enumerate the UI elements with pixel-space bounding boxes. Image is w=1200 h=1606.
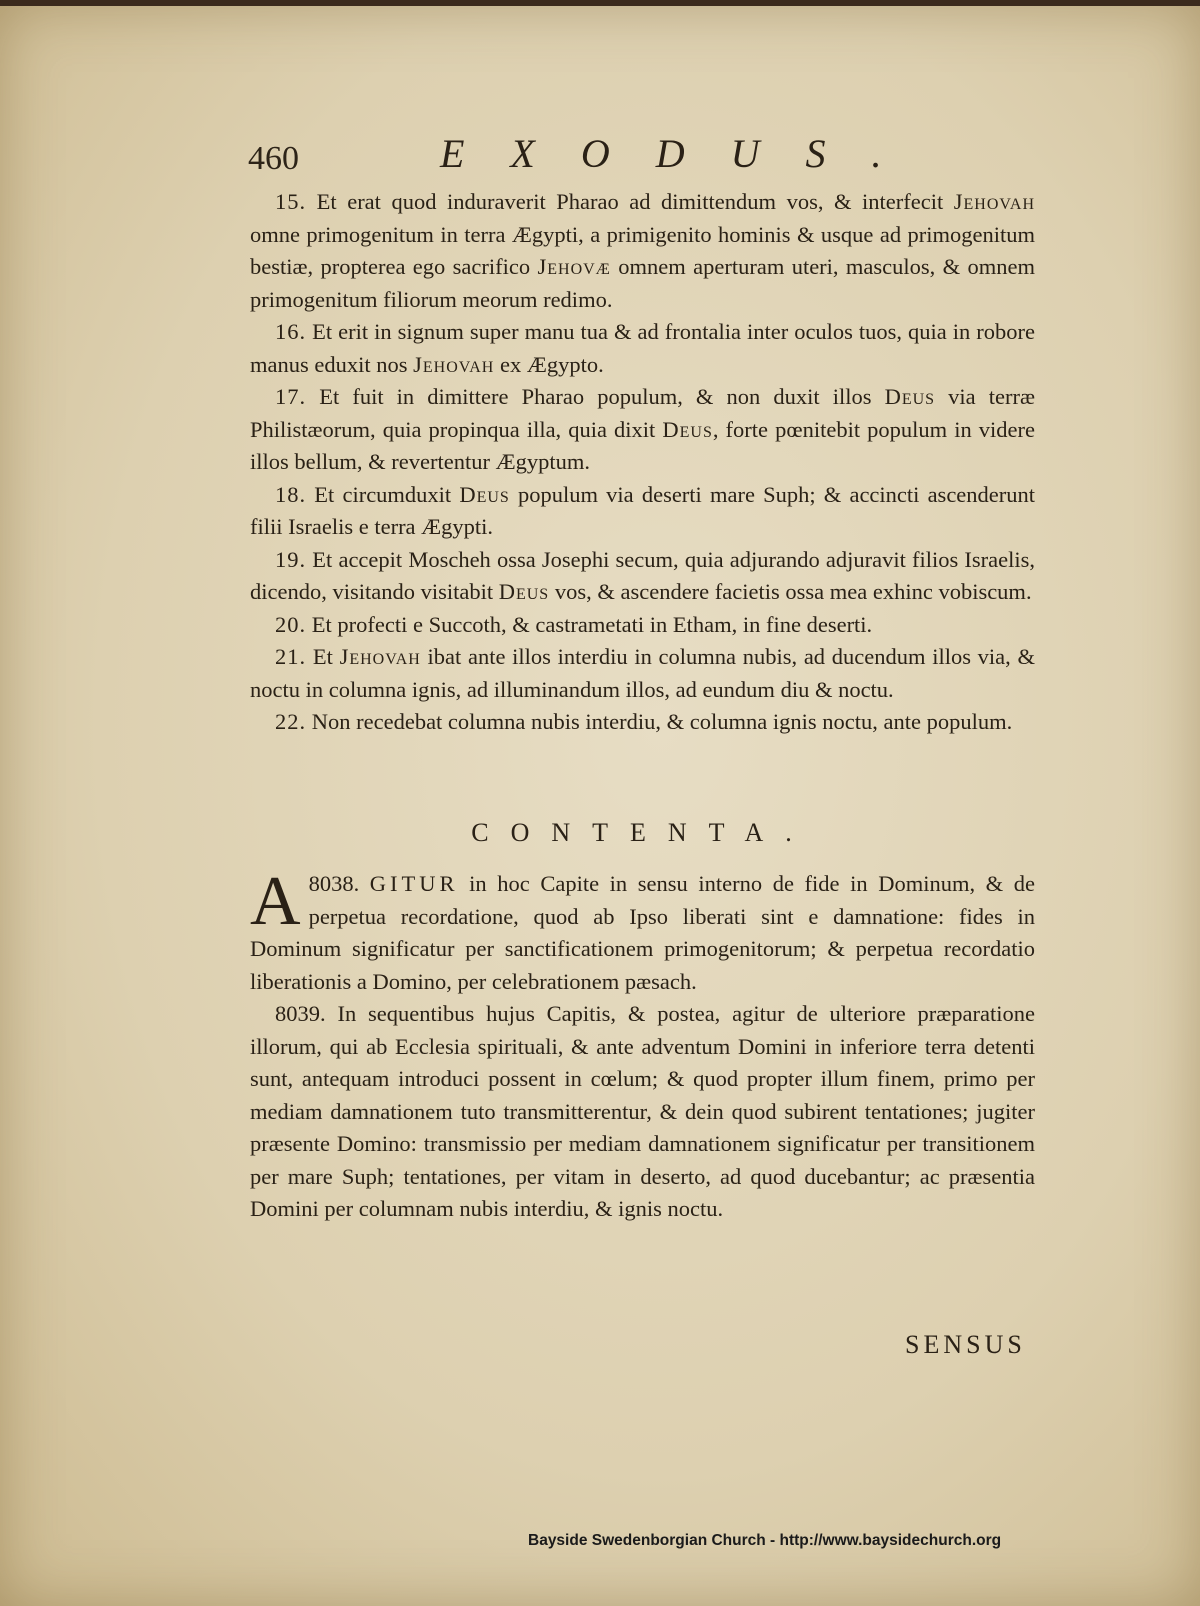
contenta-heading: CONTENTA. [471,818,814,847]
catchword: SENSUS [905,1330,1026,1359]
verse-text: Et erit in signum super manu tua & ad frontalia inter oculos tuos, quia in robore manus eduxit nos [250,319,1036,377]
verse [250,316,1035,381]
verse [250,186,1035,316]
verse [250,641,1035,706]
verse-text: Et circumduxit [314,481,460,507]
verse-text: Et profecti e Succoth, & castrametati in Etham, in fine deserti. [311,611,873,637]
paragraph-number: 8038. [308,871,360,896]
divine-name: Deus [662,416,713,442]
verse-text: Non recedebat columna nubis interdiu, & columna ignis noctu, ante populum. [311,709,1013,734]
verse [250,706,1035,739]
divine-name: Deus [459,481,510,507]
verse [250,609,1035,642]
verse-text: vos, & ascendere facietis ossa mea exhinc vobiscum. [549,579,1032,604]
verses-block [250,186,1035,739]
verse-text: Et erat quod induraverit Pharao ad dimittendum vos, & interfecit [316,189,954,214]
paragraph-text: in hoc Capite in sensu interno de fide in Dominum, & de perpetua recordatione, quod ab Ipso liberati sint e damnatione: fides in Dominum significatur per sanctificationem primogenitorum; & perpetua recordatio liberationis a Domino, per celebrationem pæsach. [250,871,1036,994]
paragraph-8039 [250,998,1035,1226]
initial-caps: GITUR [369,871,459,896]
verse-number: 21. [275,644,307,669]
verse-text: , forte pœnitebit populum in videre illos bellum, & revertentur Ægyptum. [250,416,1035,474]
verse-text: ex Ægypto. [494,351,604,377]
running-title: EXODUS. [440,131,928,176]
page-header [240,130,1040,190]
paragraph-text: In sequentibus hujus Capitis, & postea, agitur de ulteriore præparatione illorum, qui ab Ecclesia spirituali, & ante adventum Domini in inferiore terra detenti sunt, antequam introduci possent in cœlum; & quod propter illum finem, primo per mediam damnationem tuto transmitterentur, & dein quod subirent tentationes; jugiter præsente Domino: transmissio per mediam damnationem significatur per transitionem per mare Suph; tentationes, per vitam in deserto, ad quod ducebantur; ac præsentia Domini per columnam nubis interdiu, & ignis noctu. [250,1001,1036,1221]
footer-credit: Bayside Swedenborgian Church - http://www.baysidechurch.org [528,1532,1002,1549]
verse-number: 20. [275,611,307,637]
verse-number: 16. [275,319,307,344]
divine-name: Jehovah [953,189,1036,214]
divine-name: Deus [498,579,550,604]
verse-text: via terræ Philistæorum, quia propinqua illa, quia dixit [250,384,1036,442]
verse-text: populum via deserti mare Suph; & accincti ascenderunt filii Israelis e terra Ægypti. [250,481,1036,539]
divine-name: Jehovæ [537,254,611,279]
verse [250,381,1035,479]
paragraph-number: 8039. [275,1001,326,1026]
verse-number: 19. [275,546,307,572]
verse-number: 15. [275,189,307,214]
divine-name: Jehovah [413,351,495,377]
page-number: 460 [248,140,299,177]
divine-name: Jehovah [339,644,421,669]
drop-cap: A [250,863,301,940]
contenta-body [250,863,1036,1226]
verse-text: ibat ante illos interdiu in columna nubis, ad ducendum illos via, & noctu in columna ignis, ad illuminandum illos, ad eundum diu & noctu. [250,644,1036,702]
verse-text: omne primogenitum in terra Ægypti, a primigenito hominis & usque ad primogenitum bestiæ, propterea ego sacrifico [250,221,1035,279]
divine-name: Deus [884,384,936,409]
verse-text: Et [312,644,340,669]
verse [250,544,1035,609]
verse-number: 17. [275,384,307,409]
paragraph-8038 [250,863,1036,998]
verse-number: 18. [275,481,307,507]
verse [250,479,1035,544]
verse-number: 22. [275,709,307,734]
verse-text: omnem aperturam uteri, masculos, & omnem primogenitum filiorum meorum redimo. [250,254,1035,312]
verse-text: Et fuit in dimittere Pharao populum, & non duxit illos [319,384,885,409]
verse-text: Et accepit Moscheh ossa Josephi secum, quia adjurando adjuravit filios Israelis, dicendo, visitando visitabit [250,546,1036,604]
